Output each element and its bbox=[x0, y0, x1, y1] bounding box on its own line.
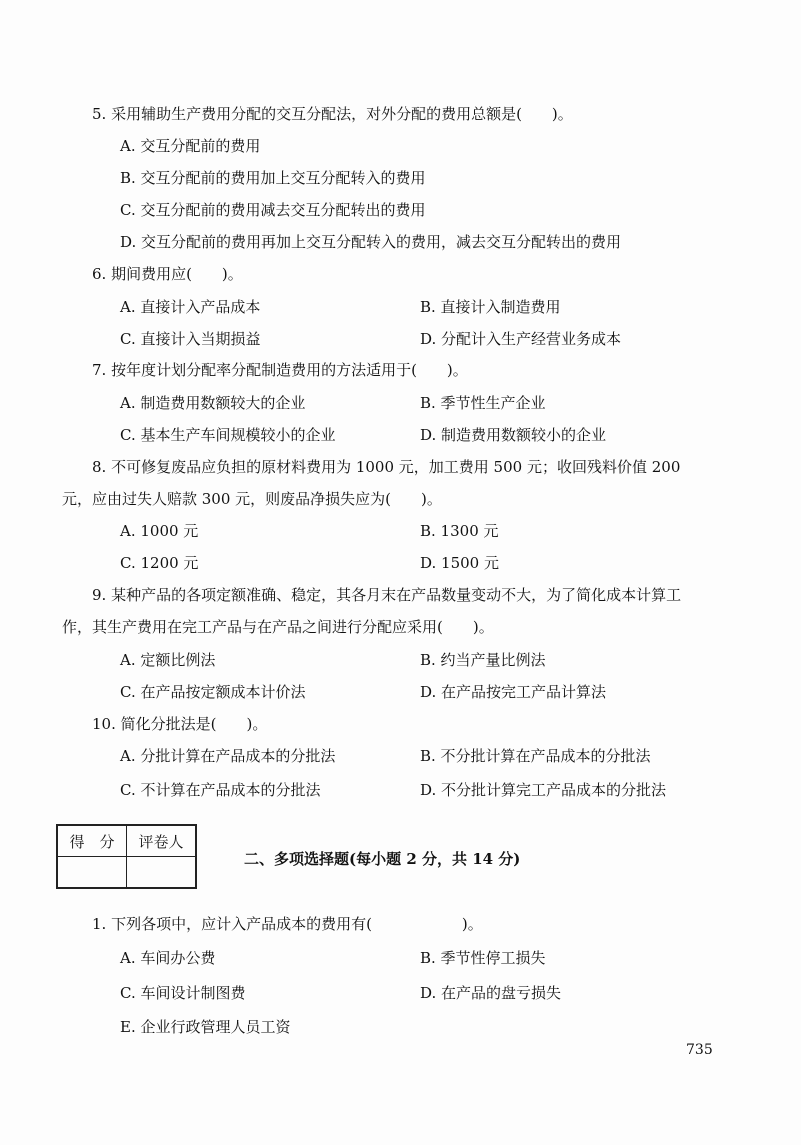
q6-option-d: D. 分配计入生产经营业务成本 bbox=[420, 330, 622, 348]
score-box bbox=[56, 824, 197, 889]
q7-option-d: D. 制造费用数额较小的企业 bbox=[420, 426, 607, 444]
q9-option-d: D. 在产品按完工产品计算法 bbox=[420, 683, 607, 701]
mq1-stem: 1. 下列各项中，应计入产品成本的费用有( )。 bbox=[92, 915, 483, 933]
q9-option-a: A. 定额比例法 bbox=[120, 651, 216, 669]
q8-stem-line1: 8. 不可修复废品应负担的原材料费用为 1000 元，加工费用 500 元；收回残料价值 200 bbox=[92, 458, 681, 476]
q10-option-c: C. 不计算在产品成本的分批法 bbox=[120, 781, 321, 799]
q8-option-b: B. 1300 元 bbox=[420, 522, 499, 540]
q6-option-c: C. 直接计入当期损益 bbox=[120, 330, 261, 348]
score-label: 得 分 bbox=[57, 825, 127, 857]
q7-option-c: C. 基本生产车间规模较小的企业 bbox=[120, 426, 336, 444]
q6-option-a: A. 直接计入产品成本 bbox=[120, 298, 261, 316]
q6-stem: 6. 期间费用应( )。 bbox=[92, 265, 243, 283]
q5-option-b: B. 交互分配前的费用加上交互分配转入的费用 bbox=[120, 169, 426, 187]
q9-option-c: C. 在产品按定额成本计价法 bbox=[120, 683, 306, 701]
q9-option-b: B. 约当产量比例法 bbox=[420, 651, 546, 669]
q5-stem: 5. 采用辅助生产费用分配的交互分配法，对外分配的费用总额是( )。 bbox=[92, 105, 573, 123]
q9-stem-line1: 9. 某种产品的各项定额准确、稳定，其各月末在产品数量变动不大，为了简化成本计算工 bbox=[92, 586, 682, 604]
q6-option-b: B. 直接计入制造费用 bbox=[420, 298, 561, 316]
section-title: 二、多项选择题(每小题 2 分，共 14 分) bbox=[244, 850, 521, 868]
q7-option-a: A. 制造费用数额较大的企业 bbox=[120, 394, 306, 412]
grader-label: 评卷人 bbox=[127, 825, 197, 857]
q10-stem: 10. 简化分批法是( )。 bbox=[92, 715, 268, 733]
q8-option-d: D. 1500 元 bbox=[420, 554, 499, 572]
mq1-option-d: D. 在产品的盘亏损失 bbox=[420, 984, 562, 1002]
score-cell[interactable] bbox=[57, 857, 127, 889]
grader-cell[interactable] bbox=[127, 857, 197, 889]
q7-option-b: B. 季节性生产企业 bbox=[420, 394, 546, 412]
q7-stem: 7. 按年度计划分配率分配制造费用的方法适用于( )。 bbox=[92, 361, 468, 379]
q10-option-b: B. 不分批计算在产品成本的分批法 bbox=[420, 747, 651, 765]
q10-option-d: D. 不分批计算完工产品成本的分批法 bbox=[420, 781, 667, 799]
q8-option-c: C. 1200 元 bbox=[120, 554, 199, 572]
mq1-option-c: C. 车间设计制图费 bbox=[120, 984, 246, 1002]
q9-stem-line2: 作，其生产费用在完工产品与在产品之间进行分配应采用( )。 bbox=[62, 618, 494, 636]
q5-option-d: D. 交互分配前的费用再加上交互分配转入的费用，减去交互分配转出的费用 bbox=[120, 233, 622, 251]
page-number: 735 bbox=[686, 1042, 713, 1058]
mq1-option-a: A. 车间办公费 bbox=[120, 949, 216, 967]
mq1-option-b: B. 季节性停工损失 bbox=[420, 949, 546, 967]
q8-stem-line2: 元，应由过失人赔款 300 元，则废品净损失应为( )。 bbox=[62, 490, 442, 508]
q10-option-a: A. 分批计算在产品成本的分批法 bbox=[120, 747, 336, 765]
q5-option-c: C. 交互分配前的费用减去交互分配转出的费用 bbox=[120, 201, 426, 219]
mq1-option-e: E. 企业行政管理人员工资 bbox=[120, 1018, 291, 1036]
q5-option-a: A. 交互分配前的费用 bbox=[120, 137, 261, 155]
q8-option-a: A. 1000 元 bbox=[120, 522, 199, 540]
